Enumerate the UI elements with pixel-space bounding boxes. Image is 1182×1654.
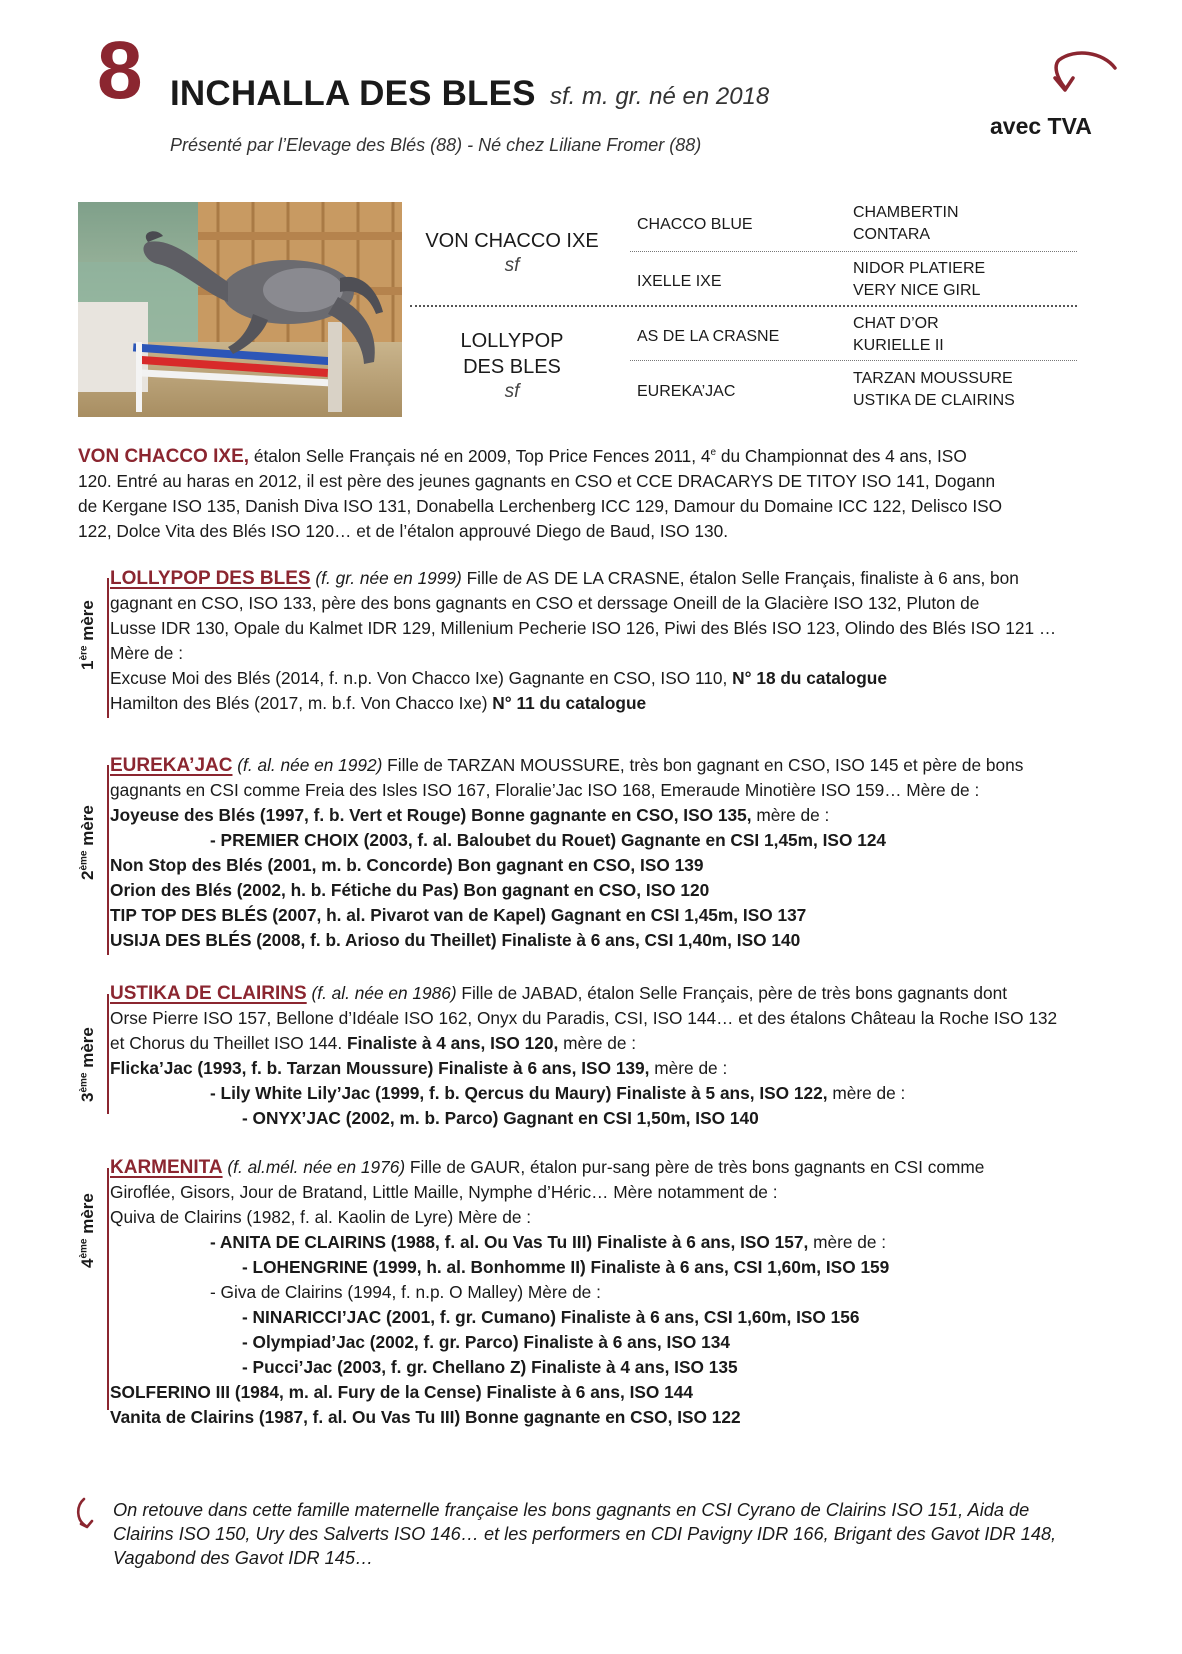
mere4-name: KARMENITA (110, 1157, 223, 1178)
mere3-text: mère de : (827, 1083, 906, 1103)
mere1-text: Excuse Moi des Blés (2014, f. n.p. Von Chacco Ixe) Gagnante en CSO, ISO 110, (110, 668, 733, 688)
pedigree-grandparent: IXELLE IXE (637, 273, 722, 290)
mere2-desc: (f. al. née en 1992) (237, 755, 383, 775)
mere2-line: gagnants en CSI comme Freia des Isles ISO 167, Floralie’Jac ISO 168, Emeraude Minotière ISO 159… Mère de : (110, 780, 980, 800)
mere4-line: - Pucci’Jac (2003, f. gr. Chellano Z) Finaliste à 4 ans, ISO 135 (242, 1357, 738, 1377)
pedigree-grandparent: AS DE LA CRASNE (637, 328, 780, 345)
catalogue-ref: N° 11 du catalogue (492, 693, 647, 713)
mere4-line: Quiva de Clairins (1982, f. al. Kaolin de Lyre) Mère de : (110, 1207, 532, 1227)
pedigree-sire-name: VON CHACCO IXE (425, 230, 599, 252)
mere3-text: mère de : (558, 1033, 637, 1053)
mere3-label: 3ème mère (78, 1027, 97, 1102)
sire-paragraph-line: 120. Entré au haras en 2012, il est père des jeunes gagnants en CSO et CCE DRACARYS DE TITOY ISO 141, Dogann (78, 470, 996, 491)
mere1-section (110, 566, 1100, 716)
mere2-text: mère de : (751, 805, 830, 825)
mere4-text: - ANITA DE CLAIRINS (1988, f. al. Ou Vas Tu III) Finaliste à 6 ans, ISO 157, (210, 1232, 809, 1252)
mere1-text: Hamilton des Blés (2017, m. b.f. Von Chacco Ixe) (110, 693, 493, 713)
pedigree-divider (630, 251, 1077, 252)
tva-label: avec TVA (990, 113, 1092, 139)
horse-name: INCHALLA DES BLES (170, 74, 536, 113)
pedigree-grandparent: EUREKA’JAC (637, 383, 736, 400)
mere2-line: USIJA DES BLÉS (2008, f. b. Arioso du Theillet) Finaliste à 6 ans, CSI 1,40m, ISO 140 (110, 930, 801, 950)
mere3-text: Fille de JABAD, étalon Selle Français, père de très bons gagnants dont (456, 983, 1008, 1003)
mere3-text: mère de : (649, 1058, 728, 1078)
mere1-line: Lusse IDR 130, Opale du Kalmet IDR 129, Millenium Pecherie ISO 126, Piwi des Blés ISO 123, Olindo des Blés ISO 121 … (110, 618, 1057, 638)
mere4-desc: (f. al.mél. née en 1976) (227, 1157, 406, 1177)
footer-line: Vagabond des Gavot IDR 145… (113, 1548, 374, 1568)
sire-paragraph-text: étalon Selle Français né en 2009, Top Price Fences 2011, 4 (249, 445, 711, 466)
mere3-text: Finaliste à 4 ans, ISO 120, (346, 1033, 559, 1053)
sire-paragraph (78, 440, 1078, 544)
mere3-text: Flicka’Jac (1993, f. b. Tarzan Moussure) Finaliste à 6 ans, ISO 139, (110, 1058, 650, 1078)
superscript: e (710, 447, 717, 458)
horse-photo (78, 202, 402, 417)
mere2-line: Orion des Blés (2002, h. b. Fétiche du Pas) Bon gagnant en CSO, ISO 120 (110, 880, 710, 900)
section-bar (107, 578, 109, 718)
section-bar (107, 765, 109, 955)
mere2-name: EUREKA’JAC (110, 755, 233, 776)
mere2-text: Fille de TARZAN MOUSSURE, très bon gagnant en CSO, ISO 145 et père de bons (382, 755, 1024, 775)
pedigree-dam-breed: sf (504, 381, 520, 402)
pedigree-grandparent: CHACCO BLUE (637, 216, 753, 233)
mere4-text: Fille de GAUR, étalon pur-sang père de très bons gagnants en CSI comme (405, 1157, 985, 1177)
mere2-section (110, 753, 1100, 953)
section-bar (107, 1168, 109, 1410)
mere3-text: et Chorus du Theillet ISO 144. (110, 1033, 347, 1053)
horse-description: sf. m. gr. né en 2018 (550, 83, 770, 110)
pedigree-dam-name-line2: DES BLES (463, 356, 561, 378)
mere1-name: LOLLYPOP DES BLES (110, 568, 311, 589)
lot-number: 8 (97, 25, 142, 116)
curved-arrow-icon (1045, 48, 1117, 104)
mere4-section (110, 1155, 1100, 1430)
pedigree-great-grandparent: TARZAN MOUSSURE (853, 370, 1013, 387)
mere4-text: mère de : (808, 1232, 887, 1252)
footer-line: On retouve dans cette famille maternelle française les bons gagnants en CSI Cyrano de Clairins ISO 151, Aida de (113, 1500, 1030, 1520)
pedigree-divider-main (410, 305, 1077, 307)
mere4-line: Vanita de Clairins (1987, f. al. Ou Vas Tu III) Bonne gagnante en CSO, ISO 122 (110, 1407, 741, 1427)
mere2-line: TIP TOP DES BLÉS (2007, h. al. Pivarot van de Kapel) Gagnant en CSI 1,45m, ISO 137 (110, 905, 807, 925)
mere4-line: - Giva de Clairins (1994, f. n.p. O Malley) Mère de : (210, 1282, 601, 1302)
mere4-line: - LOHENGRINE (1999, h. al. Bonhomme II) Finaliste à 6 ans, CSI 1,60m, ISO 159 (242, 1257, 890, 1277)
mere2-line: - PREMIER CHOIX (2003, f. al. Baloubet du Rouet) Gagnante en CSI 1,45m, ISO 124 (210, 830, 887, 850)
mere3-text: - Lily White Lily’Jac (1999, f. b. Qercus du Maury) Finaliste à 5 ans, ISO 122, (210, 1083, 828, 1103)
mere3-section (110, 981, 1100, 1131)
section-bar (107, 994, 109, 1114)
mere4-line: Giroflée, Gisors, Jour de Bratand, Little Maille, Nymphe d’Héric… Mère notamment de : (110, 1182, 778, 1202)
pedigree-sire-breed: sf (504, 255, 520, 276)
mere4-line: - Olympiad’Jac (2002, f. gr. Parco) Finaliste à 6 ans, ISO 134 (242, 1332, 730, 1352)
mere1-label: 1ère mère (78, 600, 97, 670)
mere3-desc: (f. al. née en 1986) (311, 983, 457, 1003)
footer-note (113, 1498, 1103, 1570)
pedigree-great-grandparent-highlight: CHAT D’OR (853, 315, 939, 332)
presenter-line: Présenté par l’Elevage des Blés (88) - Né chez Liliane Fromer (88) (170, 135, 702, 155)
sire-paragraph-line: de Kergane ISO 135, Danish Diva ISO 131, Donabella Lerchenberg ICC 129, Damour du Domaine ICC 122, Delisco ISO (78, 495, 1003, 516)
mere1-line: Mère de : (110, 643, 183, 663)
pedigree-great-grandparent: CHAMBERTIN (853, 204, 959, 221)
mere4-line: - NINARICCI’JAC (2001, f. gr. Cumano) Finaliste à 6 ans, CSI 1,60m, ISO 156 (242, 1307, 860, 1327)
mere3-line: - ONYX’JAC (2002, m. b. Parco) Gagnant en CSI 1,50m, ISO 140 (242, 1108, 759, 1128)
curved-arrow-icon (72, 1496, 100, 1530)
mere3-line: Orse Pierre ISO 157, Bellone d’Idéale ISO 162, Onyx du Paradis, CSI, ISO 144… et des étalons Château la Roche ISO 132 (110, 1008, 1058, 1028)
sire-paragraph-line: 122, Dolce Vita des Blés ISO 120… et de l’étalon approuvé Diego de Baud, ISO 130. (78, 520, 729, 541)
mere1-text: Fille de AS DE LA CRASNE, étalon Selle Français, finaliste à 6 ans, bon (461, 568, 1019, 588)
mere1-line: gagnant en CSO, ISO 133, père des bons gagnants en CSO et derssage Oneill de la Glacière ISO 132, Pluton de (110, 593, 980, 613)
pedigree-great-grandparent: KURIELLE II (853, 337, 944, 354)
pedigree-divider (630, 360, 1077, 361)
mere2-line: Non Stop des Blés (2001, m. b. Concorde) Bon gagnant en CSO, ISO 139 (110, 855, 704, 875)
mere3-name: USTIKA DE CLAIRINS (110, 983, 307, 1004)
pedigree-great-grandparent: NIDOR PLATIERE (853, 260, 986, 277)
sire-paragraph-text: du Championnat des 4 ans, ISO (716, 445, 967, 466)
mere2-label: 2ème mère (78, 805, 97, 880)
mere4-label: 4ème mère (78, 1193, 97, 1268)
pedigree-great-grandparent: USTIKA DE CLAIRINS (853, 392, 1015, 409)
pedigree-great-grandparent: VERY NICE GIRL (853, 282, 981, 299)
pedigree-dam-name-line1: LOLLYPOP (460, 330, 564, 352)
catalogue-ref: N° 18 du catalogue (732, 668, 887, 688)
pedigree-great-grandparent: CONTARA (853, 226, 931, 243)
mere1-desc: (f. gr. née en 1999) (315, 568, 462, 588)
mere2-text: Joyeuse des Blés (1997, f. b. Vert et Rouge) Bonne gagnante en CSO, ISO 135, (110, 805, 752, 825)
sire-paragraph-name: VON CHACCO IXE, (78, 445, 250, 467)
footer-line: Clairins ISO 150, Ury des Salverts ISO 146… et les performers en CDI Pavigny IDR 166, Brigant des Gavot IDR 148, (113, 1524, 1057, 1544)
mere4-line: SOLFERINO III (1984, m. al. Fury de la Cense) Finaliste à 6 ans, ISO 144 (110, 1382, 693, 1402)
